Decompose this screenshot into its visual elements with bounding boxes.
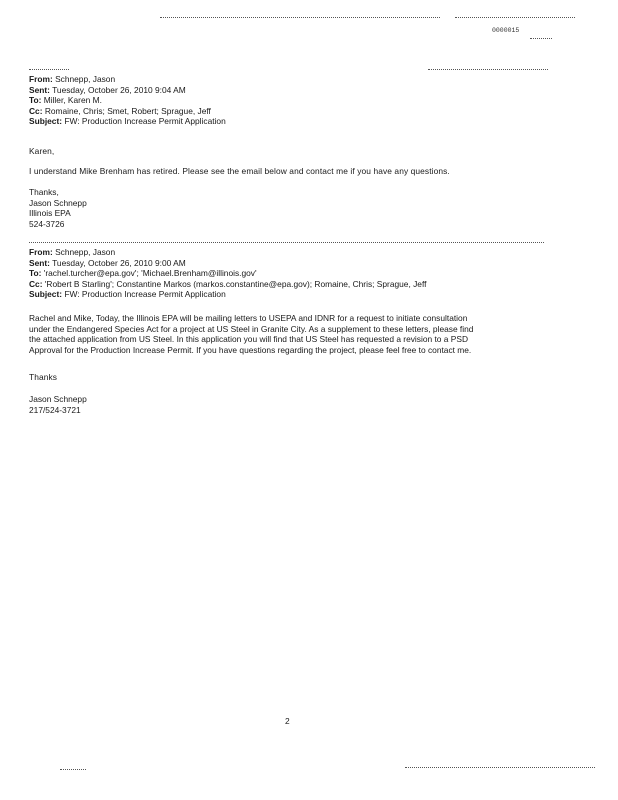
email2-body-line: the attached application from US Steel. In this application you will find that US Steel has requested a revision to a PSD [29, 334, 469, 345]
email2-to-row: To: 'rachel.turcher@epa.gov'; 'Michael.Brenham@illinois.gov' [29, 268, 257, 279]
email1-separator-right [428, 69, 548, 70]
email1-cc: Romaine, Chris; Smet, Robert; Sprague, Jeff [44, 105, 211, 116]
email1-body: I understand Mike Brenham has retired. Please see the email below and contact me if you have any questions. [29, 166, 450, 176]
email2-cc: 'Robert B Starling'; Constantine Markos (markos.constantine@epa.gov); Romaine, Chris; Sprague, Jeff [44, 278, 427, 289]
email2-subject: FW: Production Increase Permit Application [64, 289, 226, 300]
email2-body [29, 313, 473, 355]
scan-artifact-bottom-left [60, 769, 86, 770]
email2-from-row: From: Schnepp, Jason [29, 247, 116, 257]
email2-header [29, 247, 426, 300]
email2-separator [29, 242, 544, 243]
email2-to: 'rachel.turcher@epa.gov'; 'Michael.Brenham@illinois.gov' [43, 268, 257, 279]
email1-cc-row: Cc: Romaine, Chris; Smet, Robert; Sprague, Jeff [29, 105, 211, 116]
email1-sent: Tuesday, October 26, 2010 9:04 AM [52, 84, 186, 95]
email2-from: Schnepp, Jason [55, 247, 116, 257]
email1-separator [29, 69, 69, 70]
email2-cc-row: Cc: 'Robert B Starling'; Constantine Markos (markos.constantine@epa.gov); Romaine, Chris; Sprague, Jeff [29, 278, 427, 289]
page-number: 2 [285, 716, 290, 726]
scan-artifact-bottom-right [405, 767, 595, 768]
email2-sent-row: Sent: Tuesday, October 26, 2010 9:00 AM [29, 257, 186, 268]
email2-thanks: Thanks [29, 372, 58, 382]
email2-body-line: Rachel and Mike, Today, the Illinois EPA will be mailing letters to USEPA and IDNR for a request to initiate consultation [29, 313, 468, 323]
email1-from: Schnepp, Jason [55, 74, 116, 84]
email1-sent-row: Sent: Tuesday, October 26, 2010 9:04 AM [29, 84, 186, 95]
email1-from-row: From: Schnepp, Jason [29, 74, 116, 84]
email2-body-line: Approval for the Production Increase Permit. If you have questions regarding the project, please feel free to contact me. [29, 344, 472, 355]
email1-to: Miller, Karen M. [43, 95, 102, 106]
email1-signature: Thanks, Jason Schnepp Illinois EPA 524-3726 [29, 187, 87, 229]
scan-artifact-top [160, 17, 440, 18]
email2-body-line: under the Endangered Species Act for a project at US Steel in Granite City. As a supplement to these letters, please find [29, 323, 474, 334]
email1-salutation: Karen, [29, 146, 55, 156]
scan-artifact-top-right-2 [530, 38, 552, 39]
email1-header [29, 74, 226, 127]
email1-subject-row: Subject: FW: Production Increase Permit Application [29, 116, 226, 127]
scan-artifact-top-right [455, 17, 575, 18]
email2-signature: Jason Schnepp 217/524-3721 [29, 394, 87, 415]
email2-sent: Tuesday, October 26, 2010 9:00 AM [52, 257, 186, 268]
email1-subject: FW: Production Increase Permit Application [64, 116, 226, 127]
email2-subject-row: Subject: FW: Production Increase Permit Application [29, 289, 226, 300]
doc-id-stamp: 0000015 [492, 27, 520, 34]
email1-to-row: To: Miller, Karen M. [29, 95, 102, 106]
